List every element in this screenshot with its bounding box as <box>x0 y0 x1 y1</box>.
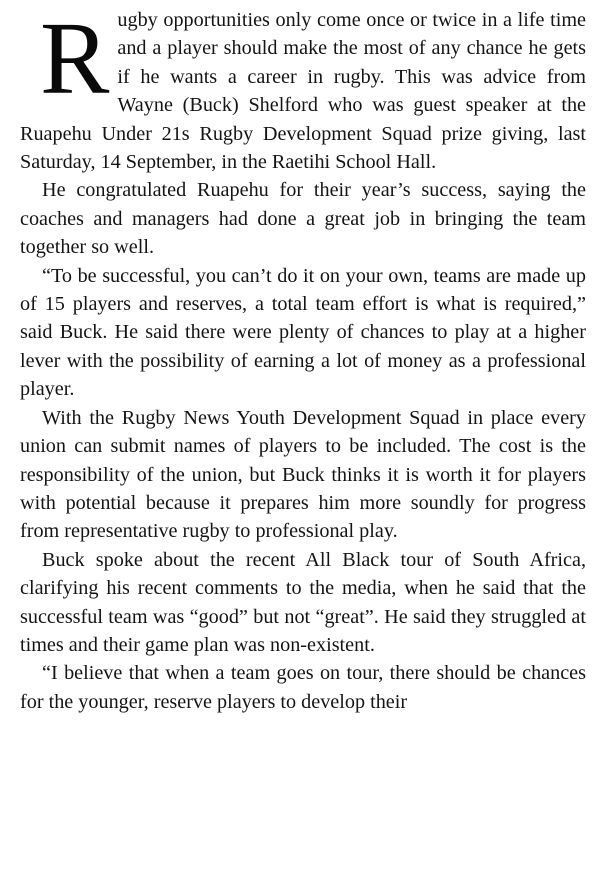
article-paragraph-3: “To be successful, you can’t do it on your own, teams are made up of 15 players and reserves, a total team effort is what is required,” said Buck. He said there were plenty of chances to play at a higher lever with the possibility of earning a lot of money as a professional player. <box>20 264 586 401</box>
article-paragraph-6: “I believe that when a team goes on tour, there should be chances for the younger, reserve players to develop their <box>20 662 586 713</box>
paragraph-1-text: ugby opportunities only come once or twice in a life time and a player should make the most of any chance he gets if he wants a career in rugby. This was advice from Wayne (Buck) Shelford who was guest speaker at the Ruapehu Under 21s Rugby Development Squad prize giving, last Saturday, 14 September, in the Raetihi School Hall. <box>20 9 586 174</box>
drop-cap: R <box>40 1 110 116</box>
article-paragraph-5: Buck spoke about the recent All Black tour of South Africa, clarifying his recent comments to the media, when he said that the successful team was “good” but not “great”. He said they struggled at times and their game plan was non-existent. <box>20 548 586 656</box>
article-paragraph-4: With the Rugby News Youth Development Squad in place every union can submit names of players to be included. The cost is the responsibility of the union, but Buck thinks it is worth it for players with potential because it prepares him more soundly for progress from representative rugby to professional play. <box>20 406 586 543</box>
article-paragraph-1 <box>20 1 586 176</box>
article-column <box>20 1 586 716</box>
article-paragraph-2: He congratulated Ruapehu for their year’s success, saying the coaches and managers had done a great job in bringing the team together so well. <box>20 179 586 259</box>
